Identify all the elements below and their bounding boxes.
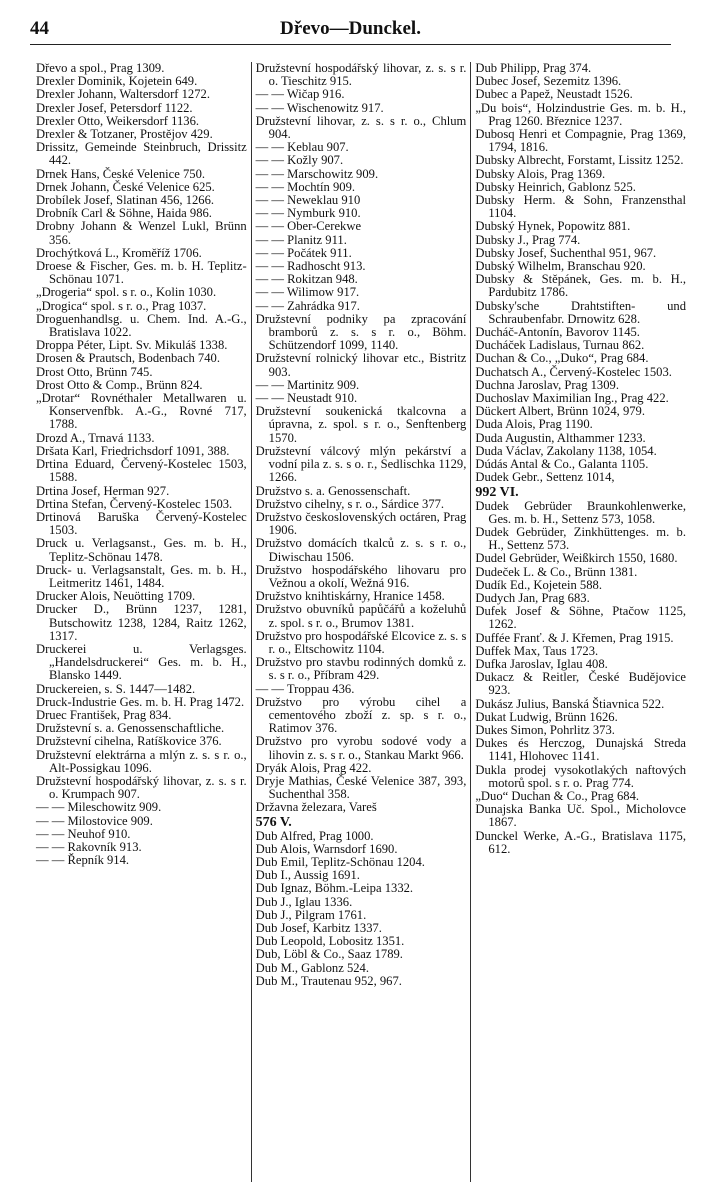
directory-entry: Drobny Johann & Wenzel Lukl, Brünn 356.	[36, 219, 247, 247]
directory-entry: Druck u. Verlagsanst., Ges. m. b. H., Teplitz-Schönau 1478.	[36, 536, 247, 564]
directory-entry: — — Nymburk 910.	[255, 206, 361, 221]
directory-entry: Dub Leopold, Lobositz 1351.	[255, 934, 405, 949]
directory-entry: Drexler Dominik, Kojetein 649.	[36, 74, 198, 89]
directory-entry: Družstevní soukenická tkalcovna a úpravna, z. spol. s r. o., Senftenberg 1570.	[255, 404, 467, 445]
directory-entry: Duda Alois, Prag 1190.	[475, 417, 593, 432]
directory-entry: Drost Otto & Comp., Brünn 824.	[36, 377, 203, 392]
directory-entry: Družstevní válcový mlýn pekárství a vodní pila z. s. s o. r., Sedlischka 1129, 1266.	[255, 443, 467, 485]
directory-entry: Dukacz & Reitler, České Budějovice 923.	[475, 670, 687, 698]
directory-entry: Dub Josef, Karbitz 1337.	[255, 921, 382, 935]
directory-entry: Družstevní elektrárna a mlýn z. s. s r. o., Alt-Possigkau 1096.	[36, 747, 247, 775]
directory-entry: Drozd A., Trnavá 1133.	[36, 430, 155, 445]
directory-entry: Drexler Johann, Waltersdorf 1272.	[36, 87, 210, 102]
directory-entry: — — Mileschowitz 909.	[36, 800, 162, 815]
directory-entry: Dubsky Albrecht, Forstamt, Lissitz 1252.	[475, 153, 684, 168]
directory-entry: Duchatsch A., Červený-Kostelec 1503.	[475, 364, 672, 379]
directory-entry: Drexler Otto, Weikersdorf 1136.	[36, 113, 200, 128]
directory-entry: Družstevní s. a. Genossenschaftliche.	[36, 721, 225, 736]
directory-entry: Dufka Jaroslav, Iglau 408.	[475, 656, 608, 671]
directory-entry: Dubský Wilhelm, Branschau 920.	[475, 259, 646, 274]
directory-entry: Dubsky Herm. & Sohn, Franzensthal 1104.	[475, 193, 687, 221]
page-header	[30, 14, 671, 45]
directory-entry: — — Počátek 911.	[255, 245, 352, 260]
directory-entry: Družstvo knihtiskárny, Hranice 1458.	[255, 589, 445, 604]
directory-entry: Drissitz, Gemeinde Steinbruch, Drissitz 442.	[36, 140, 247, 168]
directory-entry: Družstevní lihovar, z. s. s r. o., Chlum 904.	[255, 113, 467, 142]
directory-entry: Dúdás Antal & Co., Galanta 1105.	[475, 457, 649, 472]
directory-entry: — — Wilimow 917.	[255, 285, 360, 300]
column-3	[470, 62, 690, 1182]
directory-entry: — — Martinitz 909.	[255, 377, 360, 392]
directory-entry: Drochýtková L., Kroměříž 1706.	[36, 245, 202, 260]
directory-entry: „Drogeria“ spol. s r. o., Kolin 1030.	[36, 285, 217, 300]
directory-entry: „Duo“ Duchan & Co., Prag 684.	[475, 788, 640, 803]
directory-entry: Duchna Jaroslav, Prag 1309.	[475, 377, 619, 392]
directory-entry: Duffek Max, Taus 1723.	[475, 643, 599, 658]
directory-entry: Droese & Fischer, Ges. m. b. H. Teplitz-Schönau 1071.	[36, 259, 247, 287]
directory-entry: Dub M., Trautenau 952, 967.	[255, 973, 402, 988]
directory-entry: Ducháček Ladislaus, Turnau 862.	[475, 338, 645, 353]
directory-entry: — — Wischenowitz 917.	[255, 100, 384, 115]
directory-entry: Druck-Industrie Ges. m. b. H. Prag 1472.	[36, 694, 245, 709]
directory-entry: Duchan & Co., „Duko“, Prag 684.	[475, 351, 649, 366]
directory-entry: Družstvo pro vyrobu sodové vody a lihovin z. s. s r. o., Stankau Markt 966.	[255, 734, 467, 762]
directory-entry: „Du bois“, Holzindustrie Ges. m. b. H., Prag 1260. Březnice 1237.	[475, 100, 687, 128]
directory-entry: Dub Alfred, Prag 1000.	[255, 828, 374, 843]
directory-entry: Dunajska Banka Uč. Spol., Micholovce 1867.	[475, 802, 687, 830]
directory-entry: Dudych Jan, Prag 683.	[475, 590, 590, 605]
directory-entry: Dukes Simon, Pohrlitz 373.	[475, 722, 615, 737]
directory-entry: Drobílek Josef, Slatinan 456, 1266.	[36, 193, 215, 208]
directory-entry: Dunckel Werke, A.-G., Bratislava 1175, 612.	[475, 828, 687, 856]
directory-entry: — — Mochtín 909.	[255, 179, 356, 194]
directory-entry: Drtinová Baruška Červený-Kostelec 1503.	[36, 509, 247, 538]
directory-entry: Dudek Gebrüder, Zinkhüttenges. m. b. H., Settenz 573.	[475, 524, 687, 553]
directory-entry: Drexler Josef, Petersdorf 1122.	[36, 100, 193, 115]
directory-entry: Družstvo pro stavbu rodinných domků z. s. s r. o., Příbram 429.	[255, 655, 467, 683]
directory-entry: Dukat Ludwig, Brünn 1626.	[475, 709, 618, 724]
directory-entry: „Drogica“ spol. s r. o., Prag 1037.	[36, 298, 207, 313]
directory-entry: Dub, Löbl & Co., Saaz 1789.	[255, 947, 403, 962]
directory-entry: Dudek Gebr., Settenz 1014,	[475, 470, 615, 485]
directory-entry: — — Rakovník 913.	[36, 839, 142, 854]
directory-entry: Dubec a Papež, Neustadt 1526.	[475, 87, 633, 102]
directory-entry: Dub J., Iglau 1336.	[255, 894, 353, 909]
directory-entry: Dršata Karl, Friedrichsdorf 1091, 388.	[36, 443, 230, 458]
directory-entry: Drobník Carl & Söhne, Haida 986.	[36, 206, 212, 221]
directory-entry: Družstevní hospodářský lihovar, z. s. s r. o. Krumpach 907.	[36, 773, 247, 802]
directory-entry: Drexler & Totzaner, Prostějov 429.	[36, 127, 213, 142]
directory-entry: — — Planitz 911.	[255, 232, 347, 247]
directory-entry: Dufek Josef & Söhne, Ptačow 1125, 1262.	[475, 604, 687, 632]
directory-entry: — — Keblau 907.	[255, 140, 349, 155]
directory-entry: Dub J., Pilgram 1761.	[255, 907, 367, 922]
directory-entry: — — Řepník 914.	[36, 853, 130, 868]
directory-entry: Dub Emil, Teplitz-Schönau 1204.	[255, 854, 425, 869]
directory-columns	[32, 62, 690, 1182]
directory-entry: — — Radhoscht 913.	[255, 259, 366, 274]
directory-entry: Dukász Julius, Banská Štiavnica 522.	[475, 696, 665, 711]
directory-entry: Druck- u. Verlagsanstalt, Ges. m. b. H., Leitmeritz 1461, 1484.	[36, 562, 247, 590]
directory-entry: Dubsky'sche Drahtstiften- und Schraubenfabr. Drnowitz 628.	[475, 298, 687, 326]
directory-entry: Dubský Hynek, Popowitz 881.	[475, 219, 631, 234]
directory-entry: Družstvo cihelny, s r. o., Sárdice 377.	[255, 496, 445, 511]
directory-entry: Družstvo s. a. Genossenschaft.	[255, 483, 411, 498]
column-1	[32, 62, 251, 1182]
directory-entry: Drtina Stefan, Červený-Kostelec 1503.	[36, 496, 233, 511]
directory-entry: — — Troppau 436.	[255, 681, 355, 696]
directory-entry: Ducháč-Antonín, Bavorov 1145.	[475, 325, 640, 340]
directory-entry: 992 VI.	[475, 484, 519, 500]
directory-entry: — — Neweklau 910	[255, 193, 361, 208]
directory-entry: — — Ober-Cerekwe	[255, 219, 362, 234]
directory-entry: Dubsky Heinrich, Gablonz 525.	[475, 179, 636, 194]
directory-entry: Družstvo pro výrobu cihel a cementového zboží z. sp. s r. o., Ratimov 376.	[255, 694, 467, 736]
directory-entry: Dub M., Gablonz 524.	[255, 960, 370, 975]
directory-entry: — — Rokitzan 948.	[255, 272, 358, 287]
directory-entry: Druckereien, s. S. 1447—1482.	[36, 681, 196, 696]
directory-entry: Družstevní rolnický lihovar etc., Bistritz 903.	[255, 351, 467, 379]
directory-entry: Družstvo obuvníků papůčářů a koželuhů z. spol. s r. o., Brumov 1381.	[255, 602, 467, 630]
directory-entry: Dub Alois, Warnsdorf 1690.	[255, 841, 398, 856]
directory-entry: Duda Augustin, Althammer 1233.	[475, 430, 646, 445]
directory-entry: — — Milostovice 909.	[36, 813, 153, 828]
directory-entry: Dubsky Alois, Prag 1369.	[475, 166, 606, 181]
directory-entry: Dubsky & Stěpánek, Ges. m. b. H., Pardubitz 1786.	[475, 272, 687, 300]
directory-entry: Družstevní hospodářský lihovar, z. s. s r. o. Tieschitz 915.	[255, 62, 467, 89]
directory-entry: Druec František, Prag 834.	[36, 707, 172, 722]
directory-entry: Drtina Eduard, Červený-Kostelec 1503, 1588.	[36, 457, 247, 485]
directory-entry: Dudel Gebrüder, Weißkirch 1550, 1680.	[475, 551, 678, 566]
page-number: 44	[30, 18, 49, 39]
directory-entry: Duchoslav Maximilian Ing., Prag 422.	[475, 391, 669, 406]
directory-entry: Drost Otto, Brünn 745.	[36, 364, 153, 379]
directory-entry: Dudeček L. & Co., Brünn 1381.	[475, 564, 638, 579]
directory-entry: Družstvo domácích tkalců z. s. s r. o., Diwischau 1506.	[255, 536, 467, 564]
directory-entry: Družstevní cihelna, Ratíškovice 376.	[36, 734, 222, 749]
directory-entry: Dudík Ed., Kojetein 588.	[475, 577, 602, 592]
directory-entry: Družstvo pro hospodářské Elcovice z. s. s r. o., Eltschowitz 1104.	[255, 628, 467, 656]
directory-entry: Duffée Franť. & J. Křemen, Prag 1915.	[475, 630, 674, 645]
directory-entry: 576 V.	[255, 814, 292, 830]
directory-entry: Dřevo a spol., Prag 1309.	[36, 62, 165, 75]
directory-entry: — — Zahrádka 917.	[255, 298, 360, 313]
directory-entry: Družstvo hospodářského lihovaru pro Vežnou a okolí, Wežná 916.	[255, 562, 467, 590]
directory-entry: Dukla prodej vysokotlakých naftových motorů spol. s r. o. Prag 774.	[475, 762, 687, 790]
directory-entry: — — Neustadt 910.	[255, 391, 358, 406]
directory-entry: — — Marschowitz 909.	[255, 166, 379, 181]
directory-entry: Droguenhandlsg. u. Chem. Ind. A.-G., Bratislava 1022.	[36, 311, 247, 340]
directory-entry: Drucker Alois, Neuötting 1709.	[36, 589, 196, 604]
directory-entry: Drtina Josef, Herman 927.	[36, 483, 170, 498]
directory-entry: Droppa Péter, Lipt. Sv. Mikuláš 1338.	[36, 338, 228, 353]
directory-entry: Dubosq Henri et Compagnie, Prag 1369, 1794, 1816.	[475, 127, 687, 155]
column-2	[251, 62, 471, 1182]
directory-entry: Dub I., Aussig 1691.	[255, 868, 360, 883]
directory-entry: Duda Václav, Zakolany 1138, 1054.	[475, 443, 657, 458]
directory-entry: Državna železara, Vareš	[255, 800, 377, 815]
directory-entry: Dukes és Herczog, Dunajská Streda 1141, Hlohovec 1141.	[475, 736, 687, 764]
directory-entry: Dub Philipp, Prag 374.	[475, 62, 592, 75]
directory-entry: Dryje Mathias, České Velenice 387, 393, Suchenthal 358.	[255, 773, 467, 802]
directory-entry: Druckerei u. Verlagsges. „Handelsdruckerei“ Ges. m. b. H., Blansko 1449.	[36, 641, 247, 683]
directory-entry: Dubec Josef, Sezemitz 1396.	[475, 74, 622, 89]
directory-entry: — — Neuhof 910.	[36, 826, 131, 841]
directory-entry: Dudek Gebrüder Braunkohlenwerke, Ges. m. b. H., Settenz 573, 1058.	[475, 498, 687, 526]
directory-entry: Dryák Alois, Prag 422.	[255, 760, 372, 775]
running-title: Dřevo—Dunckel.	[280, 18, 421, 39]
directory-entry: Družstvo československých octáren, Prag 1906.	[255, 509, 467, 538]
directory-entry: Družstevní podniky pa zpracování bramborů z. s. s r. o., Böhm. Schützendorf 1099, 1140.	[255, 311, 467, 353]
directory-entry: Dubsky Josef, Suchenthal 951, 967.	[475, 245, 657, 260]
directory-entry: — — Wičap 916.	[255, 87, 345, 102]
directory-entry: Drucker D., Brünn 1237, 1281, Butschowitz 1238, 1284, Raitz 1262, 1317.	[36, 602, 247, 643]
directory-entry: — — Kožly 907.	[255, 153, 344, 168]
directory-entry: Drosen & Prautsch, Bodenbach 740.	[36, 351, 220, 366]
directory-entry: Drnek Hans, České Velenice 750.	[36, 166, 206, 181]
directory-entry: Drnek Johann, České Velenice 625.	[36, 179, 215, 194]
directory-entry: Dubsky J., Prag 774.	[475, 232, 581, 247]
directory-entry: Dub Ignaz, Böhm.-Leipa 1332.	[255, 881, 414, 896]
directory-entry: „Drotar“ Rovnéthaler Metallwaren u. Konservenfbk. A.-G., Rovné 717, 1788.	[36, 391, 247, 432]
directory-entry: Dückert Albert, Brünn 1024, 979.	[475, 404, 645, 419]
